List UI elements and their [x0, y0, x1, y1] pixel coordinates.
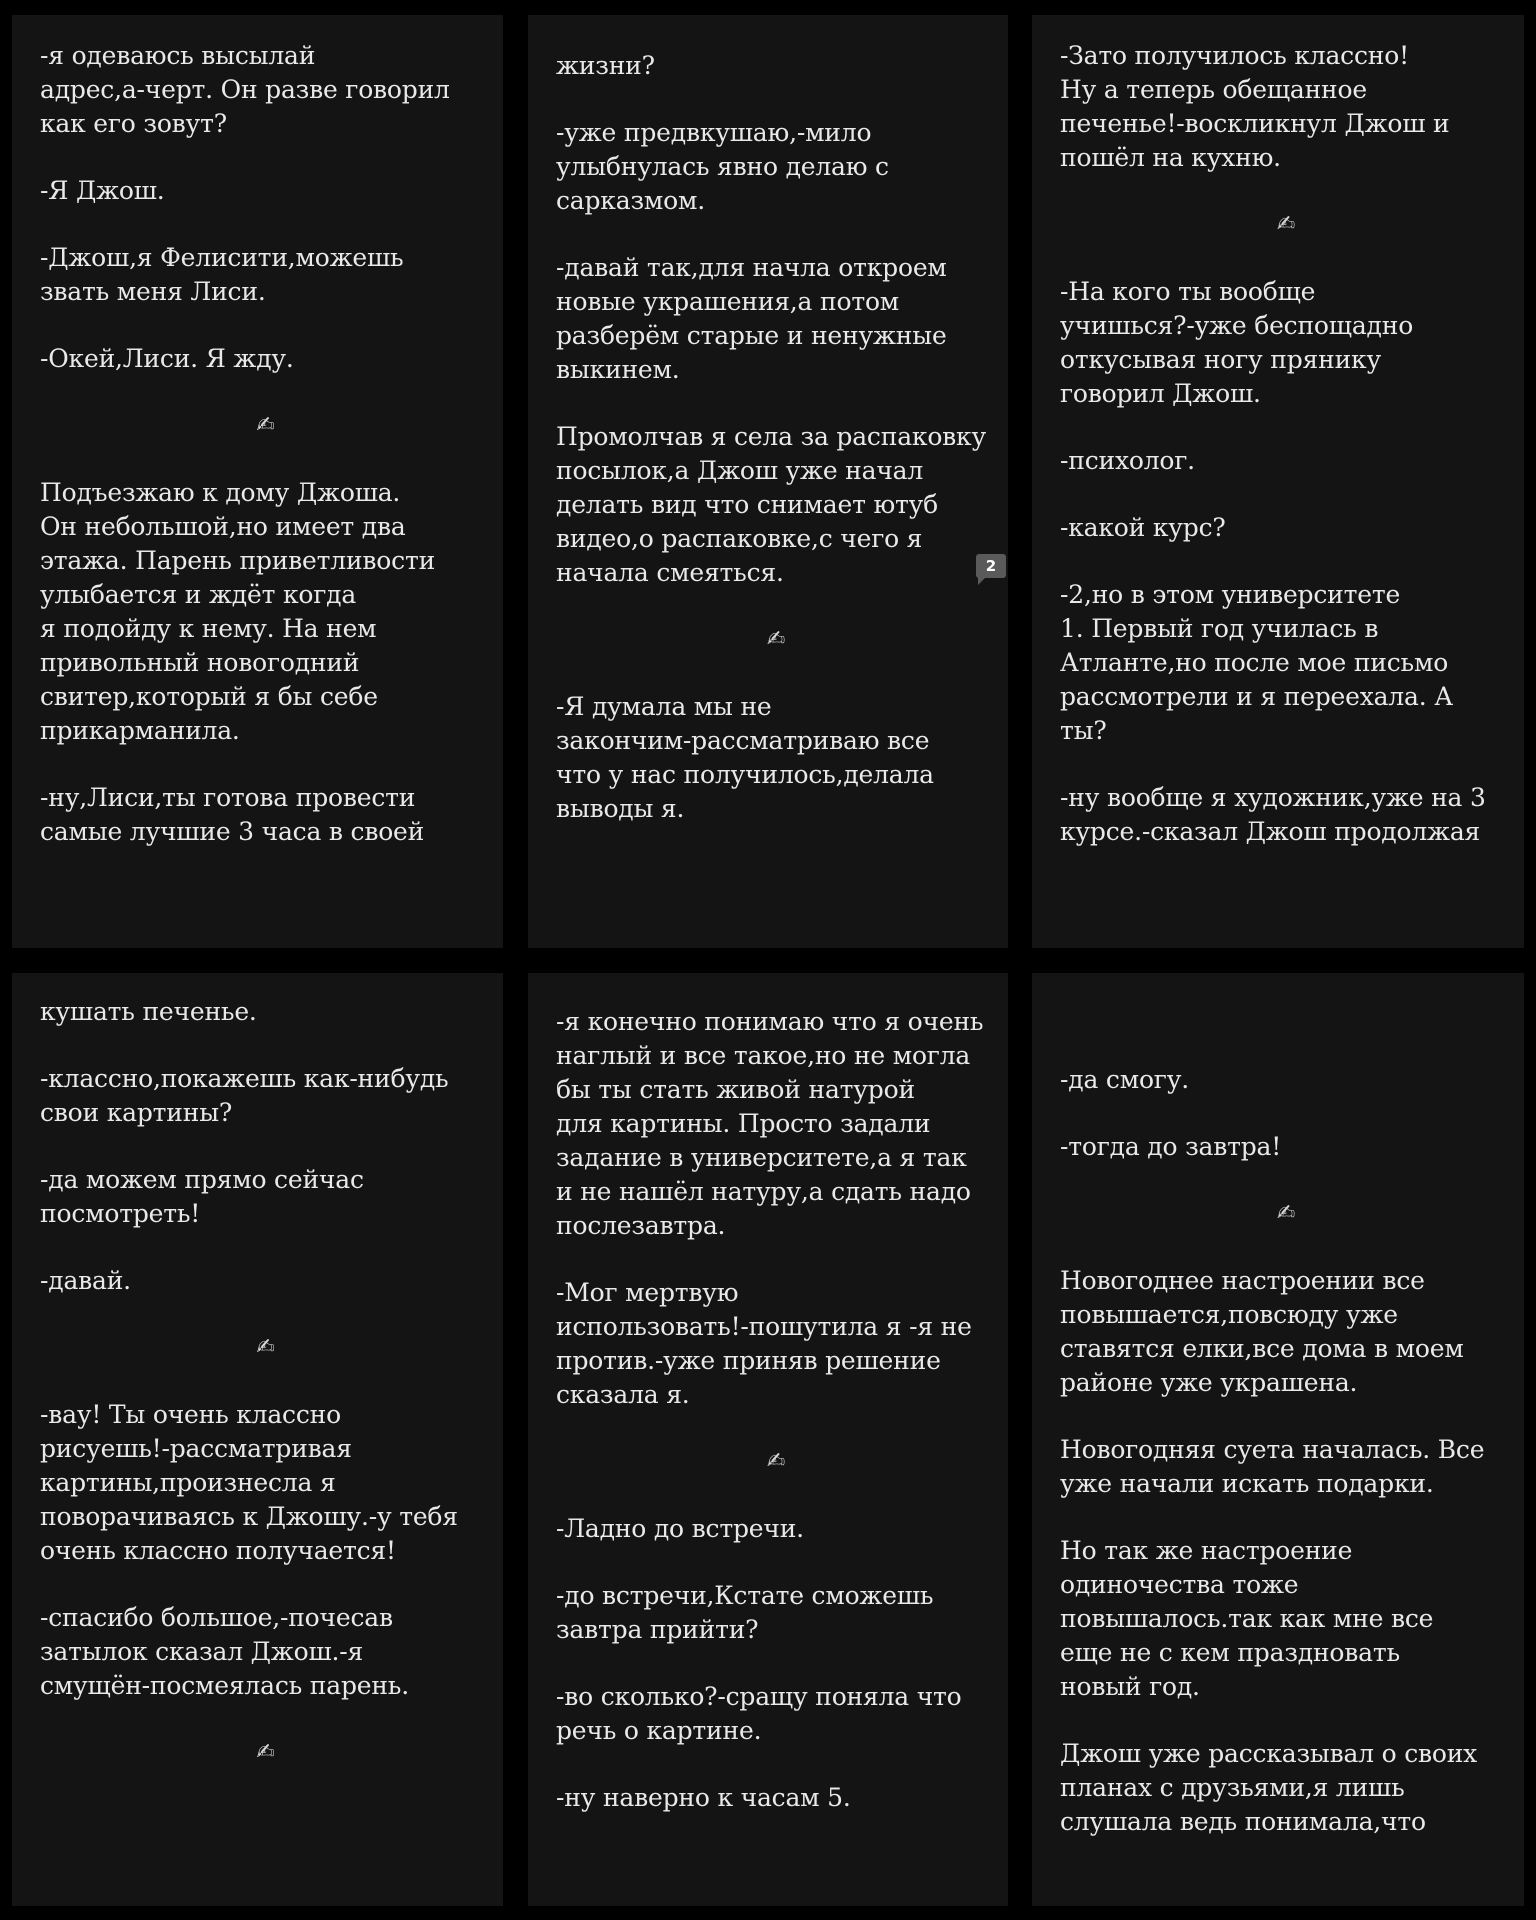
page-text [40, 39, 491, 882]
page-text [556, 49, 996, 859]
paragraph: жизни? [556, 51, 655, 80]
paragraph: -психолог. [1060, 446, 1195, 475]
paragraph: -уже предвкушаю,-мило улыбнулась явно делаю с сарказмом. [556, 118, 889, 215]
page-text [1060, 1063, 1512, 1872]
book-page-3[interactable] [1032, 15, 1524, 948]
paragraph: кушать печенье. [40, 997, 257, 1026]
paragraph: -я одеваюсь высылай адрес,а-черт. Он разве говорил как его зовут? [40, 41, 450, 138]
paragraph: -спасибо большое,-почесав затылок сказал Джош.-я смущён-посмеялась парень. [40, 1603, 409, 1700]
scene-divider-icon: ✍ [766, 1449, 786, 1474]
paragraph: -я конечно понимаю что я очень наглый и все такое,но не могла бы ты стать живой натурой для картины. Просто задали задание в университете,а я так и не нашёл натуру,а сдать надо послезавтра. [556, 1007, 984, 1240]
paragraph: -до встречи,Кстате сможешь завтра прийти? [556, 1581, 934, 1644]
paragraph: -классно,покажешь как-нибудь свои картины? [40, 1064, 449, 1127]
book-page-4[interactable] [12, 973, 503, 1906]
paragraph: -давай так,для начла откроем новые украшения,а потом разберём старые и ненужные выкинем. [556, 253, 947, 384]
scene-divider-icon: ✍ [256, 1335, 275, 1360]
paragraph: -2,но в этом университете 1. Первый год училась в Атланте,но после мое письмо рассмотрели и я переехала. А ты? [1060, 580, 1453, 745]
scene-divider-icon: ✍ [1276, 1201, 1296, 1226]
paragraph: -тогда до завтра! [1060, 1132, 1282, 1161]
paragraph: Джош уже рассказывал о своих планах с друзьями,я лишь слушала ведь понимала,что [1060, 1739, 1478, 1836]
book-page-6[interactable] [1032, 973, 1524, 1906]
book-page-2[interactable] [528, 15, 1008, 948]
paragraph: Новогоднее настроении все повышается,повсюду уже ставятся елки,все дома в моем районе уже украшена. [1060, 1266, 1464, 1397]
paragraph: -ну наверно к часам 5. [556, 1783, 851, 1812]
paragraph: -Джош,я Фелисити,можешь звать меня Лиси. [40, 243, 404, 306]
scene-divider-icon: ✍ [766, 627, 786, 652]
paragraph: -да можем прямо сейчас посмотреть! [40, 1165, 364, 1228]
paragraph: -На кого ты вообще учишься?-уже беспощадно откусывая ногу прянику говорил Джош. [1060, 277, 1414, 408]
paragraph: -Мог мертвую использовать!-пошутила я -я не против.-уже приняв решение сказала я. [556, 1278, 972, 1409]
paragraph: -вау! Ты очень классно рисуешь!-рассматривая картины,произнесла я поворачиваясь к Джошу.-у тебя очень классно получается! [40, 1400, 458, 1565]
paragraph: -во сколько?-сращу поняла что речь о картине. [556, 1682, 962, 1745]
paragraph: -какой курс? [1060, 513, 1226, 542]
page-text [1060, 39, 1512, 882]
page-text [40, 995, 491, 1803]
paragraph: -Я думала мы не закончим-рассматриваю все что у нас получилось,делала выводы я. [556, 692, 934, 823]
paragraph: -да смогу. [1060, 1065, 1189, 1094]
paragraph: Промолчав я села за распаковку посылок,а Джош уже начал делать вид что снимает ютуб видео,о распаковке,с чего я начала смеяться. [556, 422, 986, 587]
paragraph: -Я Джош. [40, 176, 165, 205]
paragraph: Новогодняя суета началась. Все уже начали искать подарки. [1060, 1435, 1485, 1498]
paragraph: -Зато получилось классно! Ну а теперь обещанное печенье!-воскликнул Джош и пошёл на кухню. [1060, 41, 1450, 172]
paragraph: -ну вообще я художник,уже на 3 курсе.-сказал Джош продолжая [1060, 783, 1486, 846]
scene-divider-icon: ✍ [256, 413, 275, 438]
book-page-1[interactable] [12, 15, 503, 948]
paragraph: -давай. [40, 1266, 131, 1295]
page-text [556, 1005, 996, 1848]
book-page-5[interactable] [528, 973, 1008, 1906]
paragraph: Но так же настроение одиночества тоже повышалось.так как мне все еще не с кем праздновать новый год. [1060, 1536, 1434, 1701]
paragraph: -Окей,Лиси. Я жду. [40, 344, 294, 373]
paragraph: -ну,Лиси,ты готова провести самые лучшие 3 часа в своей [40, 783, 425, 846]
scene-divider-icon: ✍ [256, 1740, 275, 1765]
scene-divider-icon: ✍ [1276, 212, 1296, 237]
paragraph: Подъезжаю к дому Джоша. Он небольшой,но имеет два этажа. Парень приветливости улыбается и ждёт когда я подойду к нему. На нем привольный новогодний свитер,который я бы себе прикарманила. [40, 478, 436, 745]
comment-count-badge[interactable]: 2 [976, 554, 1006, 578]
paragraph: -Ладно до встречи. [556, 1514, 804, 1543]
